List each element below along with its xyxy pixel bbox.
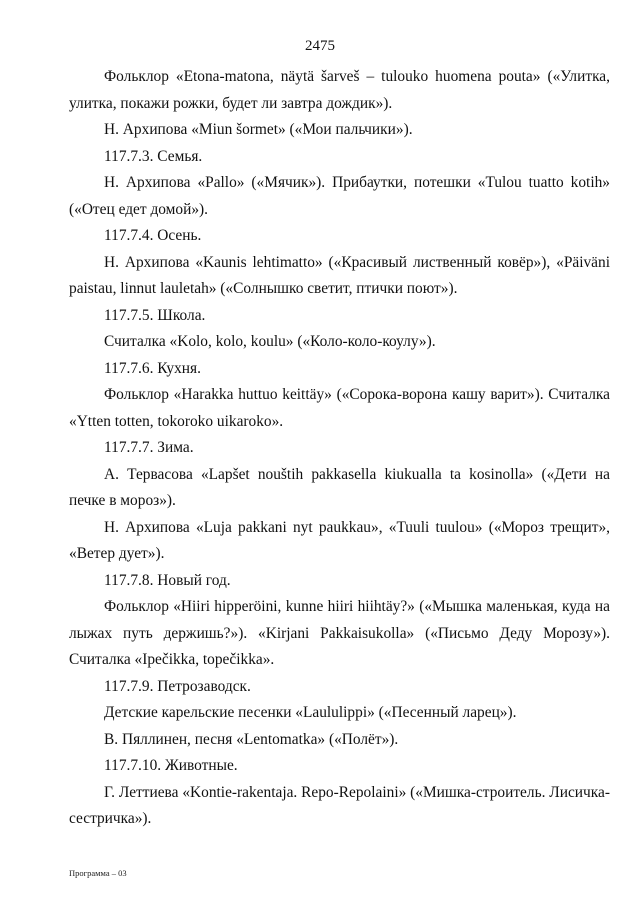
paragraph-tervasova-lapset: А. Тервасова «Lapšet nouštih pakkasella kiukualla ta kosinolla» («Дети на печке в мороз»).: [69, 465, 610, 509]
paragraph-folklore-harakka: Фольклор «Harakka huttuo keittäy» («Сорока-ворона кашу варит»). Считалка «Ytten totten, tokoroko uikaroko».: [69, 386, 610, 430]
paragraph-laululippi: Детские карельские песенки «Laululippi» («Песенный ларец»).: [104, 704, 517, 721]
section-heading-kitchen: 117.7.6. Кухня.: [104, 359, 201, 377]
section-heading-family: 117.7.3. Семья.: [104, 147, 203, 165]
section-heading-animals: 117.7.10. Животные.: [104, 757, 238, 774]
paragraph-arkhipova-pallo: Н. Архипова «Pallo» («Мячик»). Прибаутки, потешки «Tulou tuatto kotih» («Отец едет домой»).: [69, 174, 610, 218]
section-heading-school: 117.7.5. Школа.: [104, 306, 206, 324]
page-footer: Программа – 03: [69, 868, 127, 878]
paragraph-folklore-etona: Фольклор «Etona-matona, näytä šarveš – tulouko huomena pouta» («Улитка, улитка, покажи рожки, будет ли завтра дождик»).: [69, 68, 610, 112]
paragraph-pyallinen-lentomatka: В. Пяллинен, песня «Lentomatka» («Полёт»).: [104, 730, 399, 748]
section-heading-autumn: 117.7.4. Осень.: [104, 227, 202, 244]
paragraph-arkhipova-kaunis: Н. Архипова «Kaunis lehtimatto» («Красивый лиственный ковёр»), «Päiväni paistau, linnut lauletah» («Солнышко светит, птички поют»).: [69, 253, 610, 297]
section-heading-petrozavodsk: 117.7.9. Петрозаводск.: [104, 677, 251, 695]
paragraph-arkhipova-luja: Н. Архипова «Luja pakkani nyt paukkau», «Tuuli tuulou» («Мороз трещит», «Ветер дует»).: [69, 518, 610, 562]
paragraph-arkhipova-sormet: Н. Архипова «Miun šormet» («Мои пальчики»).: [104, 121, 413, 138]
paragraph-folklore-hiiri: Фольклор «Hiiri hipperöini, kunne hiiri hiihtäy?» («Мышка маленькая, куда на лыжах путь держишь?»). «Kirjani Pakkaisukolla» («Письмо Деду Морозу»). Считалка «Ipečikka, topečikka».: [69, 598, 610, 668]
document-body: [69, 64, 610, 833]
page-number: 2475: [305, 38, 335, 54]
section-heading-new-year: 117.7.8. Новый год.: [104, 571, 231, 589]
paragraph-lettieva-kontie: Г. Леттиева «Kontie-rakentaja. Repo-Repolaini» («Мишка-строитель. Лисичка-сестричка»).: [69, 783, 610, 827]
section-heading-winter: 117.7.7. Зима.: [104, 439, 194, 456]
paragraph-counting-rhyme-kolo: Считалка «Kolo, kolo, koulu» («Коло-коло-коулу»).: [104, 333, 436, 350]
